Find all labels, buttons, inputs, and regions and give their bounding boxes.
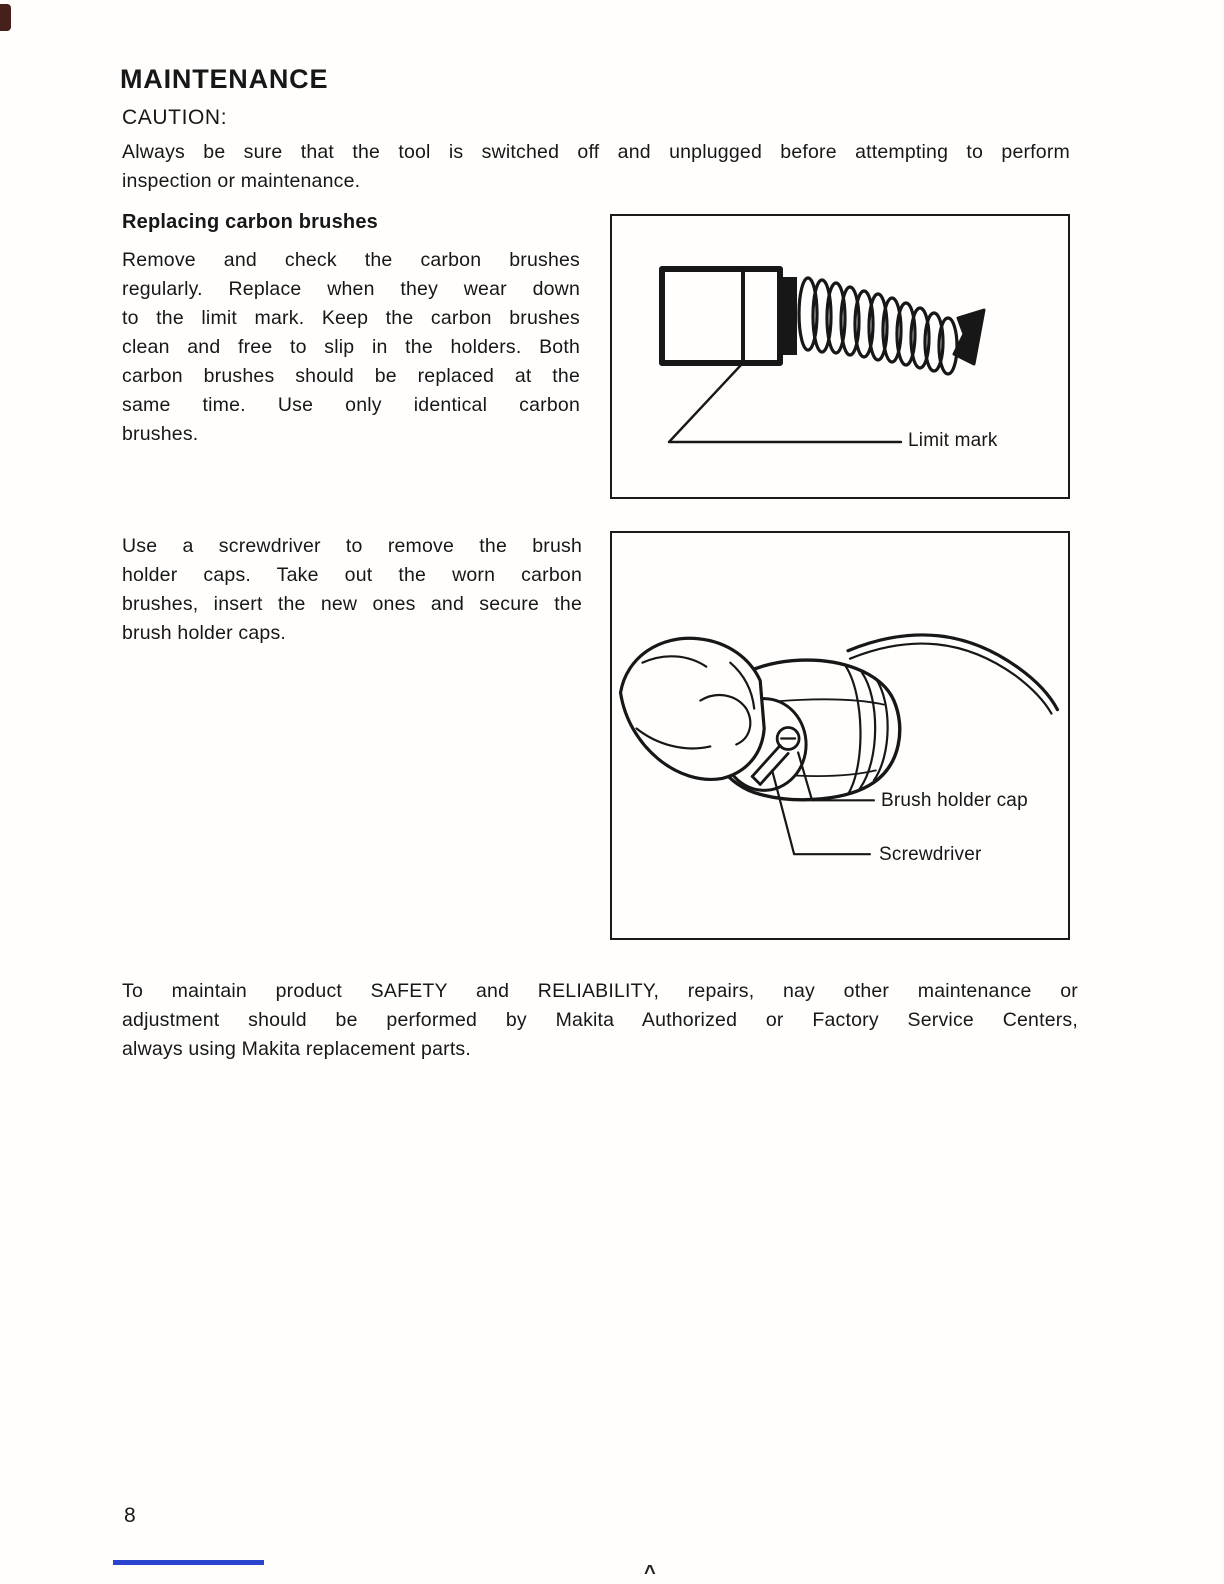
text-line: Use a screwdriver to remove the brush: [122, 535, 582, 557]
carbon-brush-illustration: [612, 216, 1068, 497]
holding-hand: [621, 638, 765, 779]
text-line: to the limit mark. Keep the carbon brushes: [122, 307, 580, 329]
page-number: 8: [124, 1504, 136, 1527]
text-line: same time. Use only identical carbon: [122, 394, 580, 416]
caution-paragraph: [122, 138, 1070, 196]
scan-artifact-blue-line: [113, 1560, 264, 1565]
spring-end-hook: [954, 310, 984, 364]
limit-mark-label: Limit mark: [908, 430, 998, 451]
caution-label: CAUTION:: [122, 106, 228, 129]
text-line: clean and free to slip in the holders. Both: [122, 336, 580, 358]
scan-artifact-corner-smudge: [0, 4, 11, 31]
brush-spring: [799, 278, 957, 374]
brush-holder-cap-label: Brush holder cap: [881, 790, 1028, 811]
section-heading-replacing-carbon-brushes: Replacing carbon brushes: [122, 211, 378, 233]
text-line: adjustment should be performed by Makita Authorized or Factory Service Centers,: [122, 1009, 1078, 1031]
text-line: regularly. Replace when they wear down: [122, 278, 580, 300]
text-line: always using Makita replacement parts.: [122, 1038, 472, 1060]
limit-mark-leader-line: [669, 365, 901, 442]
tool-hand-illustration: [612, 533, 1068, 938]
paragraph-replacing-brushes: [122, 246, 580, 449]
scan-artifact-caret: ^: [644, 1562, 656, 1584]
text-line: Remove and check the carbon brushes: [122, 249, 580, 271]
screwdriver-label: Screwdriver: [879, 844, 982, 865]
figure-brush-holder-cap: [610, 531, 1070, 940]
text-line: To maintain product SAFETY and RELIABILITY, repairs, nay other maintenance or: [122, 980, 1078, 1002]
brush-block: [662, 269, 797, 363]
text-line: inspection or maintenance.: [122, 170, 361, 192]
paragraph-screwdriver-step: [122, 532, 582, 648]
text-line: Always be sure that the tool is switched off and unplugged before attempting to perform: [122, 141, 1070, 163]
page-title: MAINTENANCE: [120, 64, 329, 94]
text-line: brushes.: [122, 423, 199, 445]
text-line: brushes, insert the new ones and secure the: [122, 593, 582, 615]
closing-paragraph: [122, 977, 1078, 1064]
figure-carbon-brush: [610, 214, 1070, 499]
text-line: carbon brushes should be replaced at the: [122, 365, 580, 387]
text-line: brush holder caps.: [122, 622, 287, 644]
text-line: holder caps. Take out the worn carbon: [122, 564, 582, 586]
